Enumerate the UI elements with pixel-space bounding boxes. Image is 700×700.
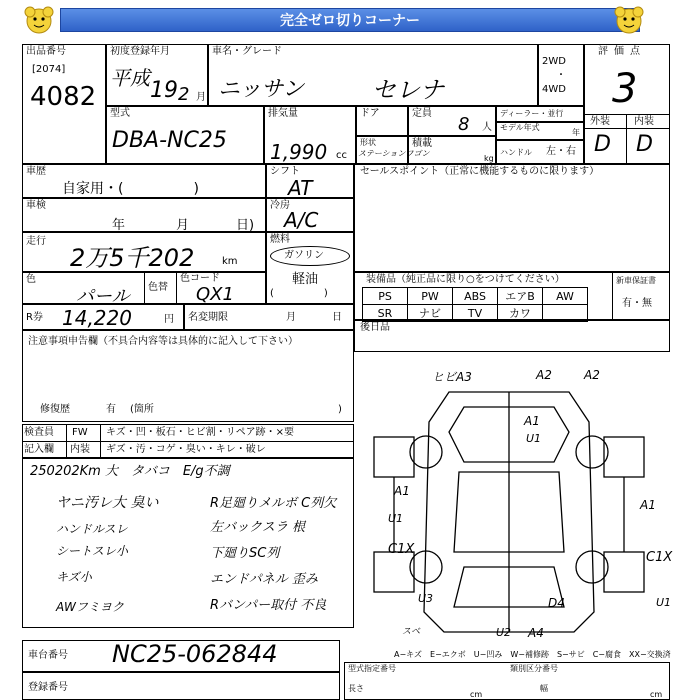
remark-right-4: エンドパネル 歪み [210, 572, 318, 587]
mark-6: A1 [394, 484, 410, 498]
car-maker: ニッサン [218, 77, 305, 102]
remark-line-6: AWフミヨク [56, 600, 124, 614]
equip-tv: TV [453, 305, 498, 322]
handle-label: ハンドル [500, 148, 532, 157]
rating-value: 3 [612, 66, 638, 112]
mark-13: U2 [496, 626, 512, 639]
width-unit: cm [650, 690, 663, 699]
recycle-value: 14,220 [62, 306, 132, 330]
recycle-unit: 円 [164, 314, 174, 325]
repair-paren: (箇所 [130, 404, 154, 415]
recycle-label: R券 [26, 312, 43, 323]
inspection-label: 車検 [26, 200, 46, 211]
fuel-other: 軽油 [292, 272, 319, 287]
mark-9: C1X [388, 542, 415, 557]
mascot-right-icon [612, 4, 646, 36]
model-type-value: DBA-NC25 [112, 128, 227, 153]
usage-label: 車歴 [26, 166, 46, 177]
equip-airbag: エアB [498, 288, 543, 305]
model-type-label: 型式 [110, 108, 130, 119]
mark-4: A1 [524, 414, 540, 428]
car-diagram [354, 352, 673, 652]
model-year-suffix: 年 [572, 128, 580, 137]
chassis-label: 車台番号 [28, 650, 68, 661]
inspector-label: 検査員 [24, 427, 54, 438]
exterior-label: 外装 [590, 116, 610, 127]
remark-line-1: 250202Km 大 タバコ E/g不調 [30, 464, 230, 479]
registration-cell [22, 672, 340, 700]
mark-3: A2 [584, 368, 600, 382]
remark-line-2: ヤニ汚レ大 臭い [56, 495, 159, 511]
width-label: 幅 [540, 684, 548, 693]
remark-right-3: 下廻りSC列 [210, 546, 280, 561]
displacement-label: 排気量 [268, 108, 298, 119]
displacement-unit: cc [336, 150, 347, 161]
rear-cell [354, 320, 670, 352]
load-unit: kg [484, 154, 494, 163]
equip-pw: PW [408, 288, 453, 305]
handle-options: 左・右 [546, 146, 576, 157]
inspection-month: 月 [176, 218, 190, 233]
mileage-label: 走行 [26, 236, 46, 247]
first-reg-label: 初度登録年月 [110, 46, 170, 57]
drive-2wd: 2WD [542, 56, 566, 67]
capacity-label: 定員 [412, 108, 432, 119]
remark-line-5: キズ小 [56, 570, 92, 584]
dealer-label: ディーラー・並行 [500, 109, 564, 118]
exterior-value: D [594, 132, 611, 157]
mark-15: U1 [656, 596, 672, 609]
mascot-left-icon [22, 4, 56, 36]
repair-value: 有 [106, 404, 116, 415]
capacity-value: 8 [458, 114, 470, 135]
first-reg-year: 19 [150, 78, 178, 103]
length-unit: cm [470, 690, 483, 699]
page-title: 完全ゼロ切りコーナー [60, 8, 640, 32]
remark-right-2: 左バックスラ 根 [210, 520, 306, 535]
fuel-selected: ガソリン [284, 250, 324, 261]
lot-number: 4082 [30, 82, 97, 112]
fuel-label: 燃料 [270, 234, 290, 245]
mileage-unit: km [222, 256, 238, 267]
first-reg-month-unit: 月 [196, 92, 206, 103]
usage-value: 自家用・( ) [62, 181, 199, 197]
mark-8: A1 [640, 498, 656, 512]
color-label: 色 [26, 274, 36, 285]
mileage-value: 2万5千202 [70, 244, 195, 272]
notes-label: 注意事項申告欄（不具合内容等は具体的に記入して下さい） [28, 336, 298, 347]
repair-label: 修復歴 [40, 404, 70, 415]
doors-label: ドア [360, 108, 380, 119]
remark-line-4: シートスレ小 [56, 544, 128, 558]
inspection-year: 年 [112, 218, 126, 233]
car-model: セレナ [372, 76, 444, 104]
mark-1: ヒビA3 [432, 370, 472, 384]
cooling-label: 冷房 [270, 200, 290, 211]
name-change-month: 月 [286, 312, 296, 323]
equip-navi: ナビ [408, 305, 453, 322]
entry-row2: ギズ・汚・コゲ・臭い・キレ・破レ [106, 444, 266, 455]
first-reg-era: 平成 [110, 66, 150, 90]
equip-sr: SR [363, 305, 408, 322]
lot-code: [2074] [32, 64, 66, 75]
sales-point-label: セールスポイント（正常に機能するものに限ります） [360, 166, 600, 177]
mark-14: A4 [528, 626, 544, 640]
load-label: 積載 [412, 138, 432, 149]
category-label: 類別区分番号 [510, 664, 558, 673]
interior-label: 内装 [634, 116, 654, 127]
color-tone-label: 色替 [148, 282, 168, 293]
equipment-table [362, 287, 588, 322]
entry-label: 記入欄 [24, 444, 54, 455]
equipment-label: 装備品（純正品に限り○をつけてください） [366, 274, 565, 285]
registration-label: 登録番号 [28, 682, 68, 693]
inspection-cell [22, 198, 266, 232]
model-year-label: モデル年式 [500, 123, 540, 132]
name-change-label: 名変期限 [188, 312, 228, 323]
inspector-row1-prefix: FW [72, 427, 88, 438]
drive-dot: ・ [556, 70, 566, 81]
shape-value: ステーションワゴン [358, 149, 430, 158]
inspector-row1: キズ・凹・板石・ヒビ割・リペア跡・×要 [106, 427, 294, 438]
inspection-day: 日) [236, 218, 255, 233]
equip-ps: PS [363, 288, 408, 305]
sales-point-cell [354, 164, 670, 272]
mark-16: スベ [402, 627, 421, 637]
remark-line-3: ハンドルスレ [56, 522, 128, 536]
capacity-unit: 人 [482, 122, 492, 133]
diagram-legend: A−キズ E−エクボ U−凹み W−補修跡 S−サビ C−腐食 XX−交換済 [394, 650, 671, 659]
rating-label: 評価点 [598, 46, 646, 57]
shape-label: 形状 [360, 138, 376, 147]
shift-label: シフト [270, 166, 300, 177]
lot-label: 出品番号 [26, 46, 66, 57]
length-label: 長さ [348, 684, 364, 693]
chassis-value: NC25-062844 [112, 640, 278, 668]
mark-11: U3 [418, 592, 434, 605]
interior-value: D [636, 132, 653, 157]
repair-close: ) [338, 404, 342, 415]
first-reg-month: 2 [178, 84, 190, 105]
color-code-label: 色コード [180, 273, 220, 284]
car-name-label: 車名・グレード [212, 46, 282, 57]
equip-leather: カワ [498, 305, 543, 322]
equip-abs: ABS [453, 288, 498, 305]
mark-12: D4 [548, 596, 565, 610]
mark-2: A2 [536, 368, 552, 382]
equip-empty [543, 305, 588, 322]
warranty-value: 有・無 [622, 298, 652, 309]
warranty-label: 新車保証書 [616, 276, 656, 285]
name-change-day: 日 [332, 312, 342, 323]
rear-label: 後日品 [360, 322, 390, 333]
model-designation-label: 型式指定番号 [348, 664, 396, 673]
remark-right-1: R足廻りメルボ C列欠 [210, 496, 337, 511]
color-code-value: QX1 [196, 284, 234, 305]
displacement-value: 1,990 [270, 140, 328, 164]
mark-5: U1 [526, 432, 542, 445]
drive-4wd: 4WD [542, 84, 566, 95]
remark-right-5: Rバンパー取付 不良 [210, 598, 327, 613]
fuel-paren: ( ) [270, 288, 328, 299]
equip-aw: AW [543, 288, 588, 305]
mark-10: C1X [646, 550, 673, 565]
entry-row2-prefix: 内装 [70, 444, 90, 455]
cooling-value: A/C [284, 208, 319, 232]
color-value: パール [76, 286, 130, 307]
shift-value: AT [288, 176, 313, 200]
mark-7: U1 [388, 512, 404, 525]
